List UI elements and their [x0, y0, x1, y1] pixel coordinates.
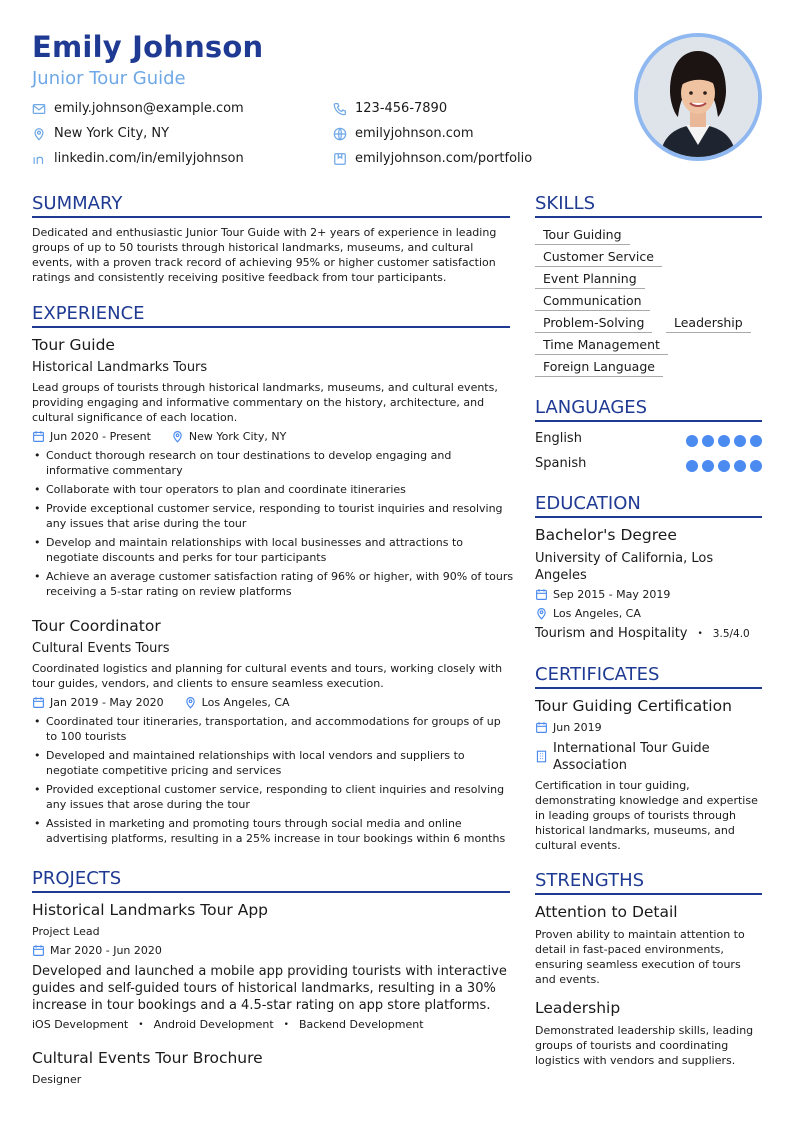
phone-text: 123-456-7890	[355, 101, 448, 116]
education-divider	[535, 516, 762, 518]
job-bullets	[32, 714, 514, 850]
list-item: • Coordinated tour itineraries, transportation, and accommodations for groups of up to 100 tourists	[32, 714, 514, 744]
certificate-issuer: International Tour Guide Association	[553, 741, 710, 773]
level-dot	[702, 435, 714, 447]
level-dot	[750, 435, 762, 447]
job-location: Los Angeles, CA	[201, 696, 290, 709]
calendar-icon	[535, 588, 548, 601]
job-company: Historical Landmarks Tours	[32, 360, 208, 375]
contact-linkedin[interactable]	[32, 151, 244, 166]
project-role: Project Lead	[32, 925, 100, 938]
strength-name: Attention to Detail	[535, 903, 678, 921]
calendar-icon	[32, 944, 45, 957]
level-dot	[702, 460, 714, 472]
strength-name: Leadership	[535, 999, 621, 1017]
job-company: Cultural Events Tours	[32, 641, 170, 656]
contact-email[interactable]	[32, 101, 244, 116]
job-title: Tour Guide	[32, 336, 115, 354]
building-icon	[535, 750, 548, 763]
summary-heading: SUMMARY	[32, 193, 123, 214]
email-text: emily.johnson@example.com	[54, 101, 244, 116]
skill-tag: Communication	[535, 293, 650, 311]
contact-website[interactable]	[333, 126, 474, 141]
tag-separator: •	[697, 628, 703, 639]
project-dates: Mar 2020 - Jun 2020	[50, 944, 162, 957]
portfolio-text: emilyjohnson.com/portfolio	[355, 151, 533, 166]
education-location: Los Angeles, CA	[553, 607, 641, 620]
languages-divider	[535, 420, 762, 422]
level-dot	[750, 460, 762, 472]
tag-separator: •	[283, 1019, 289, 1030]
projects-heading: PROJECTS	[32, 868, 122, 889]
project-meta	[32, 944, 162, 957]
education-heading: EDUCATION	[535, 493, 641, 514]
website-text: emilyjohnson.com	[355, 126, 474, 141]
skill-tag: Event Planning	[535, 271, 645, 289]
language-name: English	[535, 431, 582, 446]
experience-heading: EXPERIENCE	[32, 303, 145, 324]
education-school: University of California, Los Angeles	[535, 551, 714, 583]
contact-location	[32, 126, 169, 141]
skill-tag: Problem-Solving	[535, 315, 652, 333]
linkedin-text: linkedin.com/in/emilyjohnson	[54, 151, 244, 166]
calendar-icon	[32, 430, 45, 443]
calendar-icon	[32, 696, 45, 709]
list-item: • Conduct thorough research on tour destinations to develop engaging and informative commentary	[32, 448, 514, 478]
experience-divider	[32, 326, 510, 328]
project-name: Historical Landmarks Tour App	[32, 901, 268, 919]
certificate-description: Certification in tour guiding, demonstrating knowledge and expertise in leading groups of tourists through historical landmarks, museums, and cultural events.	[535, 779, 758, 852]
candidate-name: Emily Johnson	[32, 30, 264, 64]
job-dates: Jun 2020 - Present	[50, 430, 151, 443]
location-icon	[535, 607, 548, 620]
globe-icon	[333, 127, 347, 141]
certificates-heading: CERTIFICATES	[535, 664, 660, 685]
mail-icon	[32, 102, 46, 116]
skill-tag: Customer Service	[535, 249, 662, 267]
candidate-title: Junior Tour Guide	[32, 68, 186, 89]
list-item: • Provided exceptional customer service, responding to client inquiries and resolving any issues that arose during the tour	[32, 782, 514, 812]
summary-divider	[32, 216, 510, 218]
skills-divider	[535, 216, 762, 218]
education-location-row	[535, 607, 641, 620]
language-level	[686, 435, 762, 447]
project-description: Developed and launched a mobile app providing tourists with interactive guides and self-guided tours of historical landmarks, resulting in a 30% increase in tour bookings and a 4.5-star rating on app store platforms.	[32, 964, 507, 1013]
education-degree: Bachelor's Degree	[535, 526, 677, 544]
summary-text: Dedicated and enthusiastic Junior Tour Guide with 2+ years of experience in leading groups of up to 50 tourists through historical landmarks, museums, and cultural events, with a proven track record of achieving 95% or higher customer satisfaction ratings and consistently receiving positive feedback from tour participants.	[32, 226, 497, 284]
education-dates-row	[535, 588, 670, 601]
list-item: • Assisted in marketing and promoting tours through social media and online advertising platforms, resulting in a 25% increase in tour bookings within 6 months	[32, 816, 514, 846]
skill-tag: Tour Guiding	[535, 227, 630, 245]
job-description: Coordinated logistics and planning for cultural events and tours, working closely with tour guides, vendors, and clients to ensure seamless execution.	[32, 662, 503, 690]
certificate-date: Jun 2019	[553, 721, 602, 734]
education-field-row	[535, 626, 750, 641]
level-dot	[686, 460, 698, 472]
certificates-divider	[535, 687, 762, 689]
level-dot	[718, 460, 730, 472]
linkedin-icon	[32, 152, 46, 166]
location-icon	[32, 127, 46, 141]
skills-heading: SKILLS	[535, 193, 596, 214]
education-gpa: 3.5/4.0	[712, 627, 750, 640]
job-location: New York City, NY	[188, 430, 287, 443]
list-item: • Develop and maintain relationships with local businesses and attractions to negotiate discounts and perks for tour participants	[32, 535, 514, 565]
location-icon	[184, 696, 197, 709]
profile-photo	[634, 33, 762, 161]
job-description: Lead groups of tourists through historical landmarks, museums, and cultural events, providing engaging and informative commentary on the history, architecture, and cultural significance of each location.	[32, 381, 498, 424]
level-dot	[734, 460, 746, 472]
project-tag: Android Development	[153, 1018, 274, 1031]
education-field: Tourism and Hospitality	[535, 626, 688, 641]
languages-heading: LANGUAGES	[535, 397, 648, 418]
list-item: • Provide exceptional customer service, responding to tourist inquiries and resolving any issues that arise during the tour	[32, 501, 514, 531]
skill-tag: Leadership	[666, 315, 751, 333]
phone-icon	[333, 102, 347, 116]
strength-description: Proven ability to maintain attention to detail in fast-paced environments, ensuring seamless execution of tours and events.	[535, 928, 745, 986]
strength-description: Demonstrated leadership skills, leading groups of tourists and coordinating logistics with vendors and suppliers.	[535, 1024, 754, 1067]
language-level	[686, 460, 762, 472]
project-name: Cultural Events Tour Brochure	[32, 1049, 263, 1067]
tag-separator: •	[138, 1019, 144, 1030]
job-dates: Jan 2019 - May 2020	[50, 696, 164, 709]
project-tag: Backend Development	[298, 1018, 424, 1031]
level-dot	[734, 435, 746, 447]
job-title: Tour Coordinator	[32, 617, 161, 635]
skill-tag: Time Management	[535, 337, 668, 355]
strengths-heading: STRENGTHS	[535, 870, 645, 891]
certificate-name: Tour Guiding Certification	[535, 697, 732, 715]
certificate-issuer-row	[535, 740, 753, 774]
strengths-divider	[535, 893, 762, 895]
job-bullets	[32, 448, 514, 603]
level-dot	[686, 435, 698, 447]
location-text: New York City, NY	[54, 126, 170, 141]
job-meta	[32, 430, 286, 443]
project-tag: iOS Development	[32, 1018, 129, 1031]
projects-divider	[32, 891, 510, 893]
list-item: • Achieve an average customer satisfaction rating of 96% or higher, with 90% of tours receiving a 5-star rating on review platforms	[32, 569, 514, 599]
list-item: • Collaborate with tour operators to plan and coordinate itineraries	[32, 482, 514, 497]
list-item: • Developed and maintained relationships with local vendors and suppliers to negotiate competitive pricing and services	[32, 748, 514, 778]
project-role: Designer	[32, 1073, 82, 1086]
project-tags	[32, 1018, 424, 1031]
contact-phone[interactable]	[333, 101, 447, 116]
skill-tag: Foreign Language	[535, 359, 663, 377]
level-dot	[718, 435, 730, 447]
portfolio-icon	[333, 152, 347, 166]
job-meta	[32, 696, 290, 709]
calendar-icon	[535, 721, 548, 734]
education-dates: Sep 2015 - May 2019	[553, 588, 671, 601]
language-name: Spanish	[535, 456, 587, 471]
contact-portfolio[interactable]	[333, 151, 532, 166]
location-icon	[171, 430, 184, 443]
certificate-date-row	[535, 721, 602, 734]
